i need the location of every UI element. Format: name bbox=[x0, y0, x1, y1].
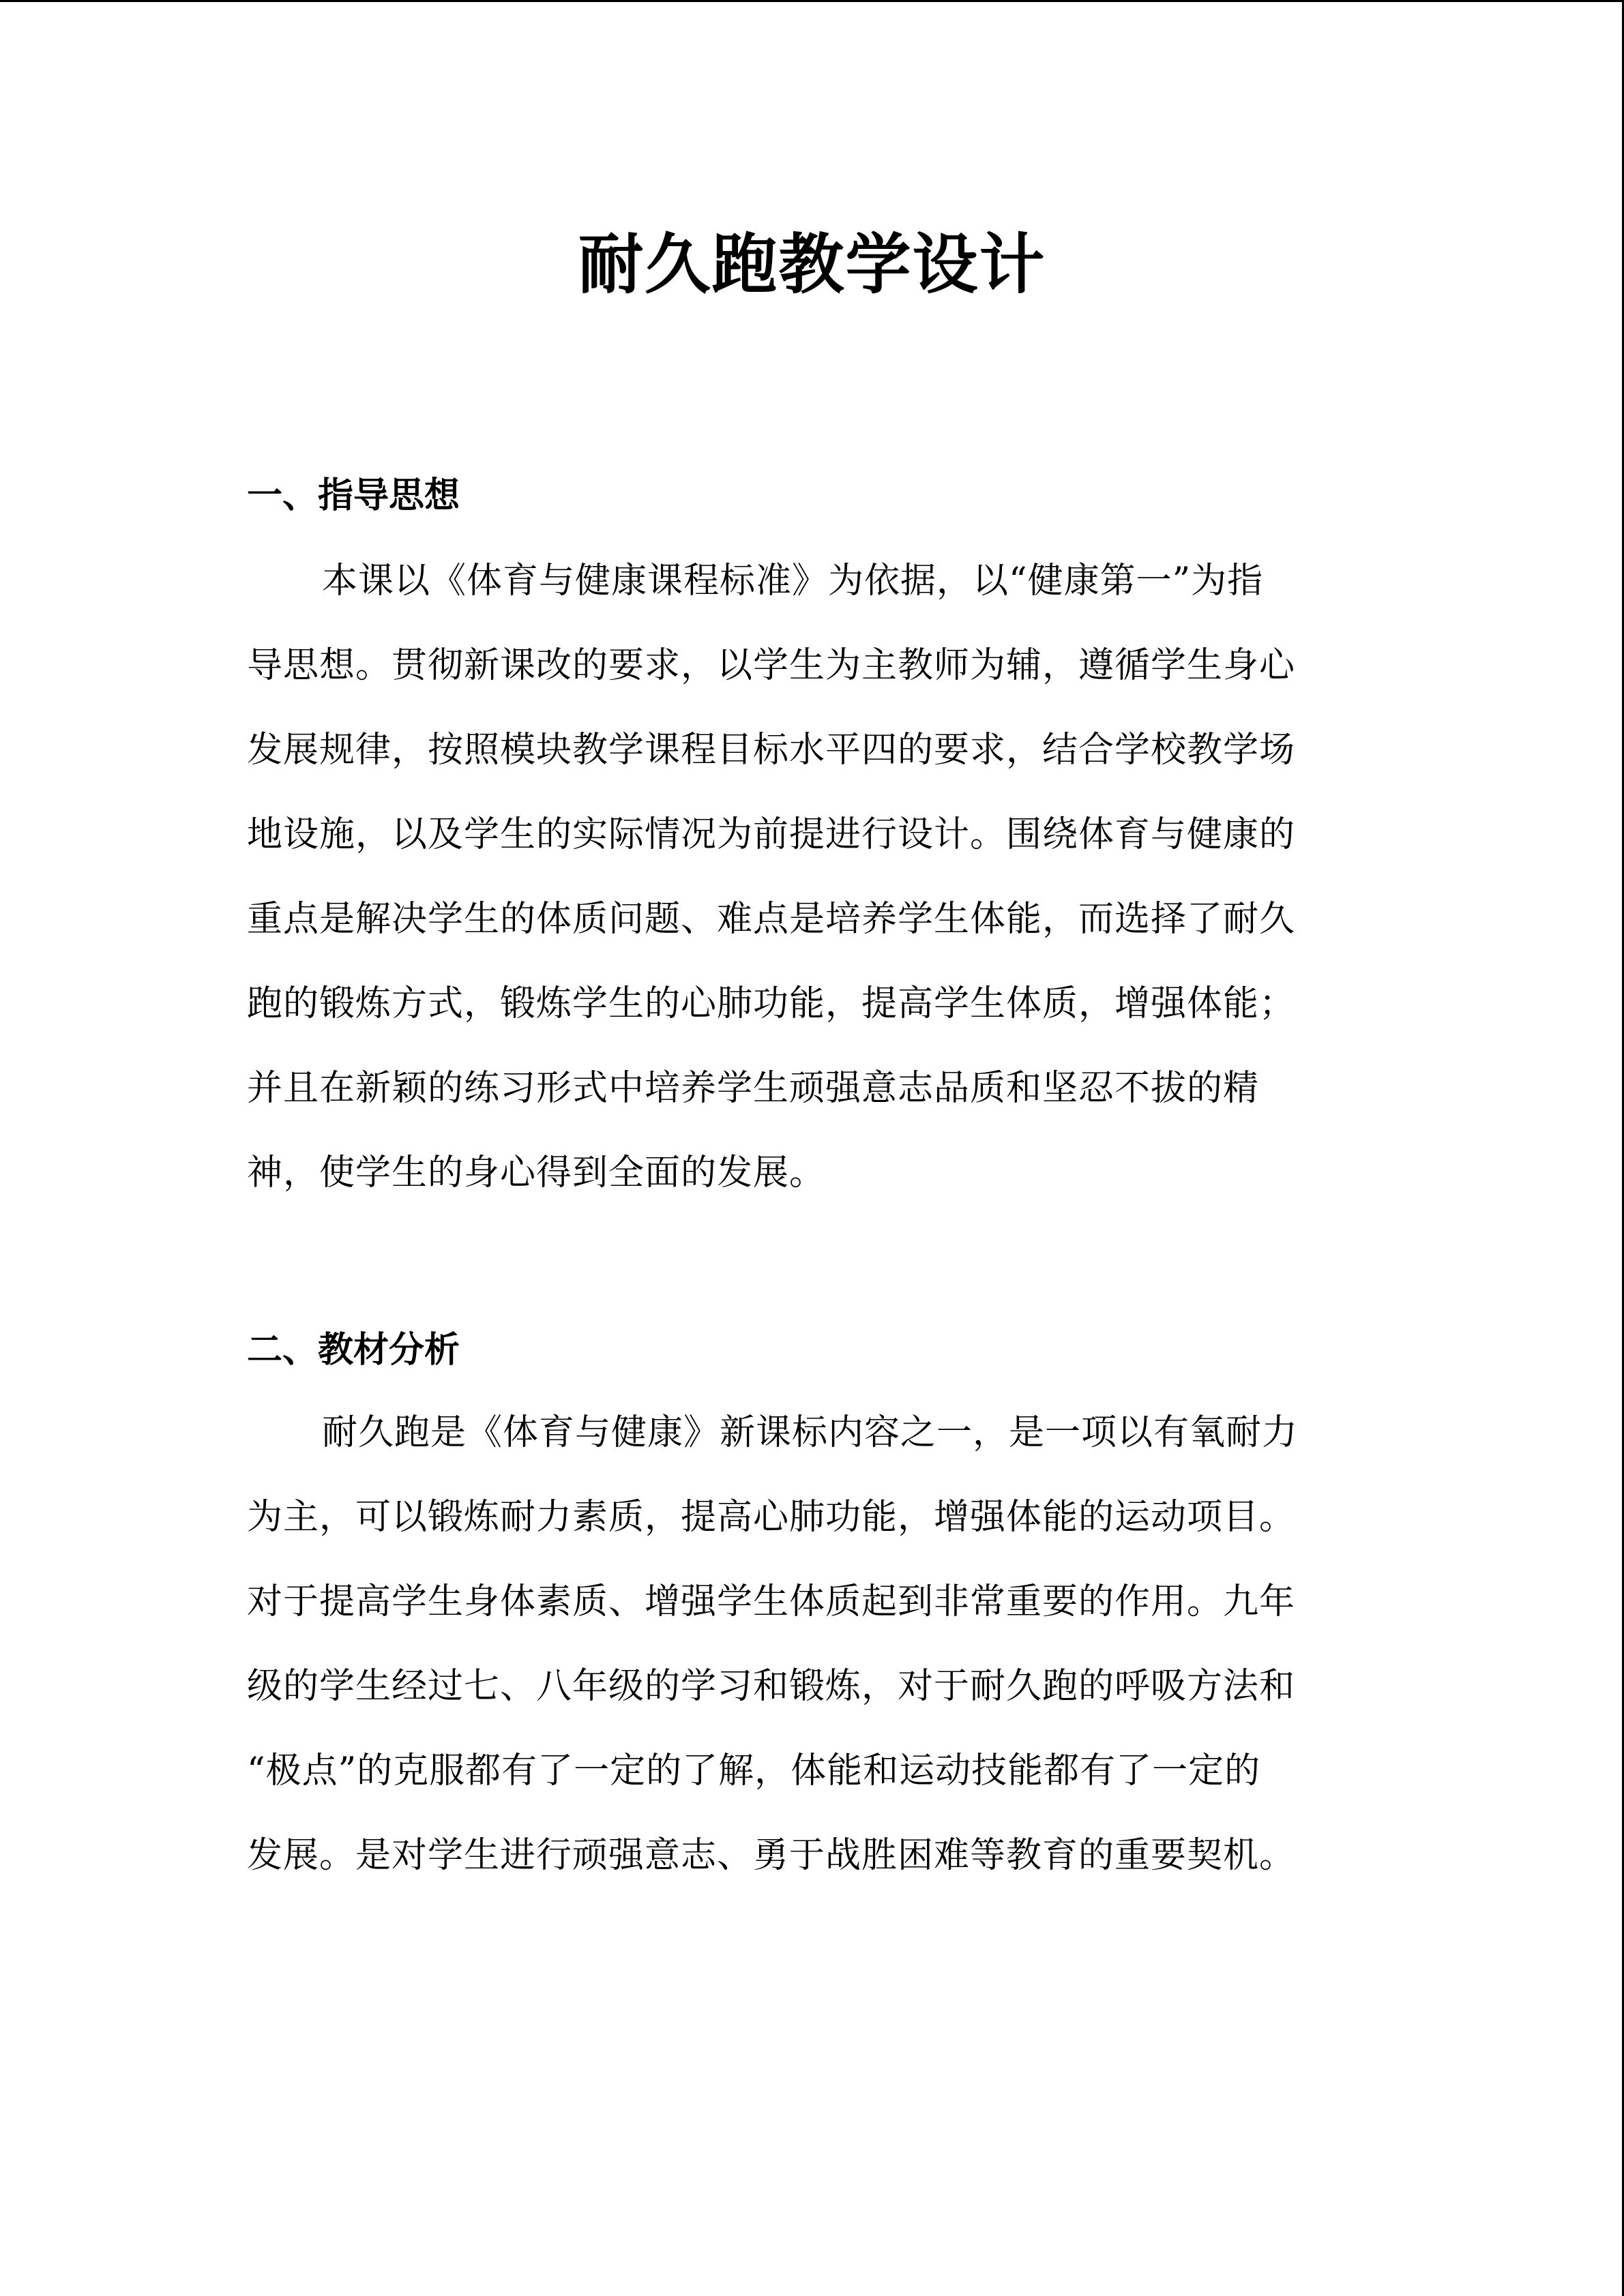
section-body-material-analysis bbox=[247, 1390, 1357, 1898]
section-heading-material-analysis: 二、教材分析 bbox=[247, 1330, 460, 1371]
paragraph-line: 神，使学生的身心得到全面的发展。 bbox=[247, 1152, 826, 1193]
section-heading-guiding-ideology: 一、指导思想 bbox=[247, 475, 460, 516]
paragraph-line: “极点”的克服都有了一定的了解，体能和运动技能都有了一定的 bbox=[247, 1750, 1261, 1791]
paragraph-line: 耐久跑是《体育与健康》新课标内容之一，是一项以有氧耐力 bbox=[322, 1412, 1299, 1453]
paragraph-line: 导思想。贯彻新课改的要求，以学生为主教师为辅，遵循学生身心 bbox=[247, 645, 1296, 686]
document-title: 耐久跑教学设计 bbox=[578, 226, 1046, 303]
paragraph-line: 本课以《体育与健康课程标准》为依据，以“健康第一”为指 bbox=[322, 561, 1264, 601]
paragraph-line: 为主，可以锻炼耐力素质，提高心肺功能，增强体能的运动项目。 bbox=[247, 1497, 1296, 1538]
paragraph-line: 发展。是对学生进行顽强意志、勇于战胜困难等教育的重要契机。 bbox=[247, 1835, 1296, 1876]
paragraph-line: 发展规律，按照模块教学课程目标水平四的要求，结合学校教学场 bbox=[247, 730, 1296, 771]
paragraph-line: 重点是解决学生的体质问题、难点是培养学生体能，而选择了耐久 bbox=[247, 899, 1296, 940]
paragraph-line: 地设施，以及学生的实际情况为前提进行设计。围绕体育与健康的 bbox=[247, 814, 1296, 855]
paragraph-line: 对于提高学生身体素质、增强学生体质起到非常重要的作用。九年 bbox=[247, 1581, 1296, 1622]
paragraph-line: 跑的锻炼方式，锻炼学生的心肺功能，提高学生体质，增强体能； bbox=[247, 983, 1296, 1024]
section-body-guiding-ideology bbox=[247, 539, 1357, 1215]
paragraph-line: 级的学生经过七、八年级的学习和锻炼，对于耐久跑的呼吸方法和 bbox=[247, 1666, 1296, 1707]
paragraph-line: 并且在新颖的练习形式中培养学生顽强意志品质和坚忍不拔的精 bbox=[247, 1068, 1260, 1109]
